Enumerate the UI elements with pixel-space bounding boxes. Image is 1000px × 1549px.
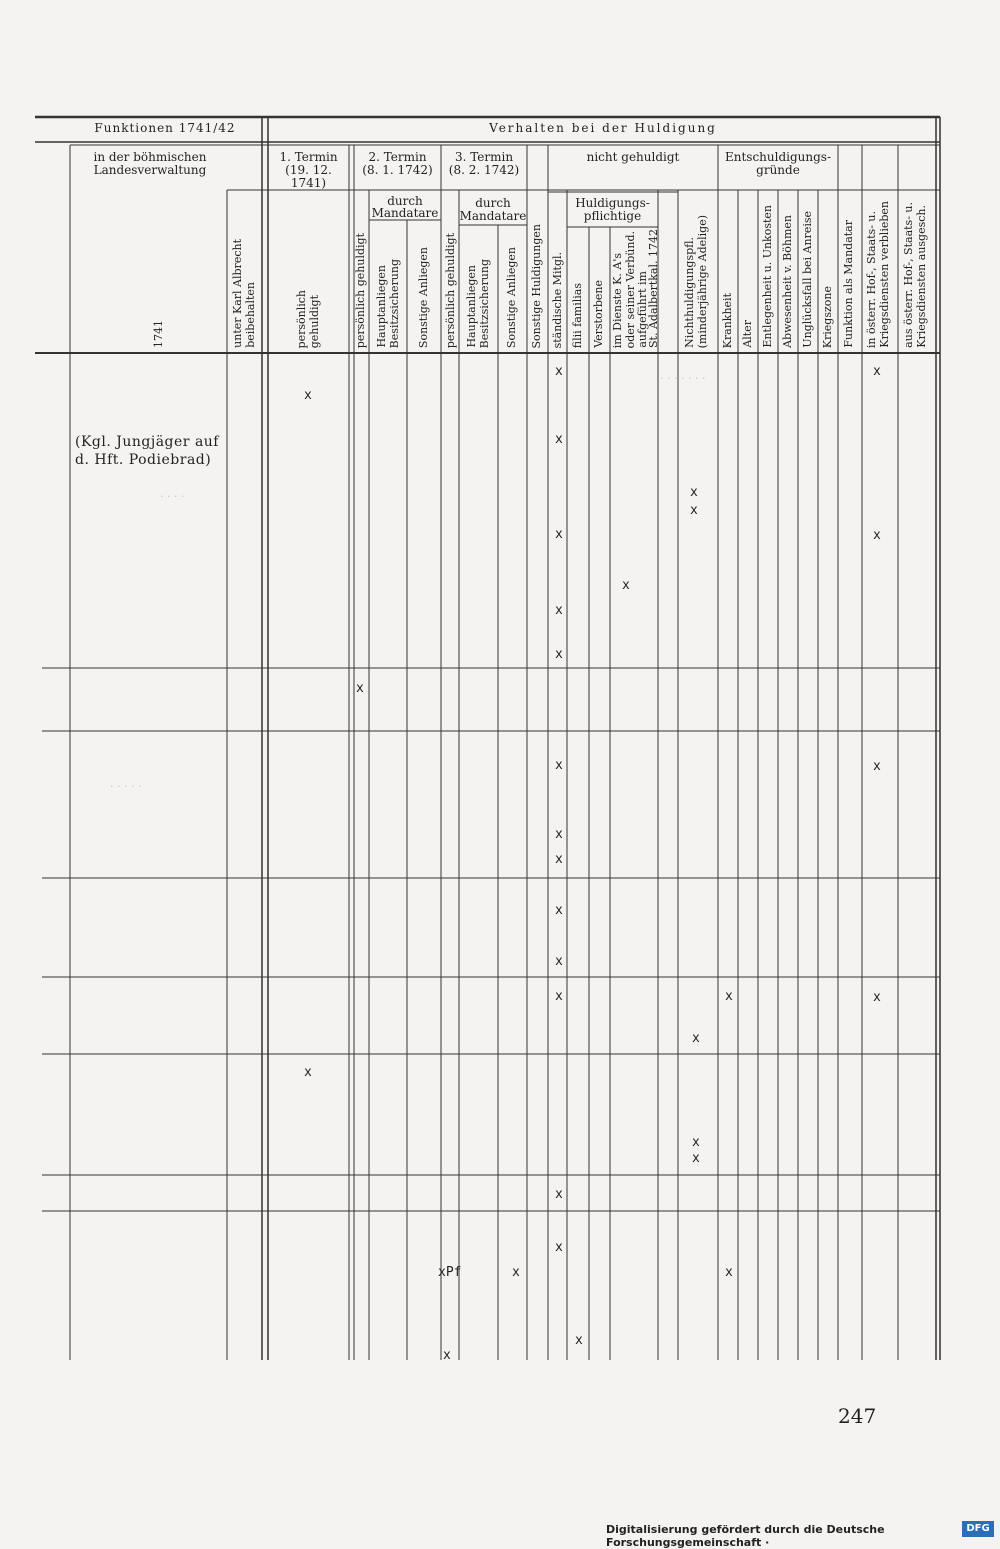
table-mark: x <box>555 364 563 379</box>
table-mark: x <box>555 903 563 918</box>
table-mark: x <box>555 432 563 447</box>
vheader-sonstige-huldigungen: Sonstige Huldigungen <box>530 223 543 348</box>
table-mark: x <box>690 485 698 500</box>
header-huldigungs-l1: Huldigungs- <box>575 196 650 210</box>
table-mark: x <box>873 990 881 1005</box>
header-termin2-l1: 2. Termin <box>368 150 427 164</box>
vheader-t2-haupt-l1: Hauptanliegen <box>375 265 388 348</box>
vheader-alter: Alter <box>741 320 754 348</box>
vheader-filii: filii familias <box>571 282 584 348</box>
table-mark: x <box>304 1065 312 1080</box>
table-mark: x <box>692 1135 700 1150</box>
table-mark: x <box>873 528 881 543</box>
vheader-kriegszone: Kriegszone <box>821 285 834 348</box>
table-mark: x <box>725 1265 733 1280</box>
header-termin1-l1: 1. Termin <box>279 150 338 164</box>
table-mark: x <box>555 1240 563 1255</box>
vheader-t1-l1: persönlich <box>295 289 308 348</box>
header-termin3-l2: (8. 2. 1742) <box>448 163 520 177</box>
note-jungjaeger <box>75 433 219 469</box>
vheader-krankheit: Krankheit <box>721 292 734 348</box>
table-mark: x <box>555 989 563 1004</box>
note-line2: d. Hft. Podiebrad) <box>75 452 212 468</box>
table-mark: x <box>622 578 630 593</box>
table-mark: x <box>555 647 563 662</box>
header-termin1-l2: (19. 12. 1741) <box>285 163 332 190</box>
table-mark: x <box>356 681 364 696</box>
vheader-aus-l1: aus österr. Hof-, Staats- u. <box>902 202 915 348</box>
page-number: 247 <box>838 1404 877 1428</box>
vheader-verstorbene: Verstorbene <box>592 280 605 348</box>
vheader-oester-l1: in österr. Hof-, Staats- u. <box>865 210 878 348</box>
header-boehm-line1: in der böhmischen <box>93 150 207 164</box>
table-mark: x <box>304 388 312 403</box>
table-mark: x <box>692 1151 700 1166</box>
header-entsch-l2: gründe <box>756 163 800 177</box>
header-mandatare-b: Mandatare <box>459 209 527 223</box>
vheader-abwesenheit: Abwesenheit v. Böhmen <box>781 215 794 348</box>
note-line1: (Kgl. Jungjäger auf <box>75 434 219 450</box>
header-nicht-gehuldigt: nicht gehuldigt <box>586 150 680 164</box>
header-huldigungs-l2: pflichtige <box>583 209 642 223</box>
table-mark: x <box>555 827 563 842</box>
vheader-t3-haupt-l2: Besitzsicherung <box>478 258 491 348</box>
table-mark: x <box>512 1265 520 1280</box>
vheader-t3-sonstige: Sonstige Anliegen <box>505 246 518 348</box>
table-mark: x <box>555 954 563 969</box>
bleed-through-text: · · · · <box>160 490 185 503</box>
vheader-nichthuldigung-l2: (minderjährige Adelige) <box>696 214 709 348</box>
table-mark: x <box>555 527 563 542</box>
vheader-nichthuldigung-l1: Nichthuldigungspfl. <box>683 237 696 348</box>
table-mark: x <box>725 989 733 1004</box>
vheader-karl-l1: unter Karl Albrecht <box>231 239 244 348</box>
vheader-staendische: ständische Mitgl. <box>551 251 564 348</box>
header-boehm-line2: Landesverwaltung <box>93 163 207 177</box>
bleed-through-text: · · · · · <box>110 780 142 793</box>
footer-dfg-text: Digitalisierung gefördert durch die Deutsche Forschungsgemeinschaft · <box>606 1523 885 1549</box>
header-verhalten: Verhalten bei der Huldigung <box>489 121 717 135</box>
vheader-dienste-l2: oder seiner Verbünd. <box>624 230 637 348</box>
vheader-aufgefuehrt-l2: St. Adalbertkal. 1742 <box>647 229 660 348</box>
table-mark: x <box>873 364 881 379</box>
vheader-t3-persoenlich: persönlich gehuldigt <box>444 232 457 348</box>
table-mark: x <box>690 503 698 518</box>
header-durch-a: durch <box>387 194 423 208</box>
table-mark: x <box>873 759 881 774</box>
table-mark: x <box>555 1187 563 1202</box>
vheader-t2-haupt-l2: Besitzsicherung <box>388 258 401 348</box>
vheader-t1-l2: gehuldigt <box>308 294 321 348</box>
vheader-dienste-l1: im Dienste K. A's <box>611 252 624 348</box>
header-durch-b: durch <box>475 196 511 210</box>
table-mark: x <box>555 603 563 618</box>
vheader-t3-haupt-l1: Hauptanliegen <box>465 265 478 348</box>
header-funktionen: Funktionen 1741/42 <box>94 121 236 135</box>
vheader-year: 1741 <box>152 320 165 348</box>
vheader-ungluecksfall: Unglücksfall bei Anreise <box>801 211 814 348</box>
bleed-through-text: · · · · · · · <box>660 372 706 385</box>
vheader-aufgefuehrt-l1: aufgeführt im <box>636 271 649 348</box>
header-termin2-l2: (8. 1. 1742) <box>362 163 433 177</box>
table-mark: x <box>443 1348 451 1363</box>
table-mark: x <box>692 1031 700 1046</box>
vheader-aus-l2: Kriegsdiensten ausgesch. <box>915 205 928 348</box>
vheader-t2-sonstige: Sonstige Anliegen <box>417 246 430 348</box>
vheader-t2-persoenlich: persönlich gehuldigt <box>354 232 367 348</box>
dfg-logo: DFG <box>962 1521 994 1537</box>
table-mark: x <box>555 758 563 773</box>
vheader-funktion-mandatar: Funktion als Mandatar <box>842 220 855 348</box>
table-mark: x <box>575 1333 583 1348</box>
header-mandatare-a: Mandatare <box>371 206 439 220</box>
table-mark: x <box>555 852 563 867</box>
vheader-karl-l2: beibehalten <box>244 282 257 348</box>
header-termin3-l1: 3. Termin <box>454 150 514 164</box>
header-entsch-l1: Entschuldigungs- <box>724 150 832 164</box>
vheader-entlegenheit: Entlegenheit u. Unkosten <box>761 205 774 348</box>
vheader-oester-l2: Kriegsdiensten verblieben <box>878 201 891 348</box>
table-mark-xpf: xPf <box>438 1265 462 1280</box>
